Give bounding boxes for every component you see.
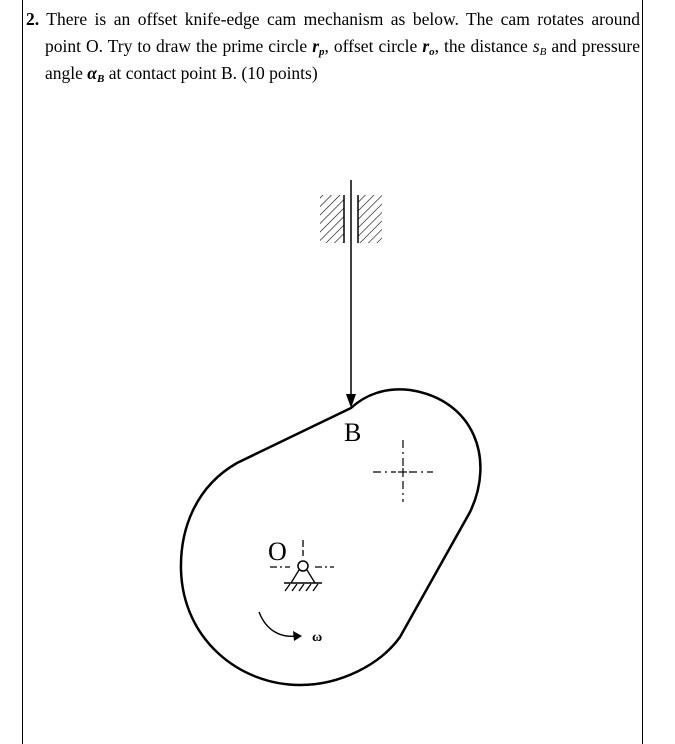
cam-profile [181, 389, 480, 685]
text-part-2: , offset circle [324, 36, 423, 56]
var-ro-symbol: r [422, 36, 430, 56]
var-rp-symbol: r [312, 36, 319, 56]
text-part-4: and pressure angle [45, 36, 641, 83]
question-number: 2. [26, 9, 40, 29]
var-sb-symbol: s [532, 36, 540, 56]
var-alpha-subscript: B [96, 73, 105, 85]
text-part-3: , the distance [434, 36, 533, 56]
var-sb-subscript: B [539, 46, 547, 58]
guide-bearing-right [358, 195, 382, 243]
label-omega: ω [312, 630, 323, 645]
rotation-arrow [259, 612, 302, 641]
guide-bearing-left [320, 195, 344, 243]
text-part-5: at contact point B. (10 points) [104, 63, 318, 83]
var-alpha-symbol: α [87, 63, 97, 83]
label-point-o: O [268, 537, 287, 566]
label-point-b: B [344, 418, 362, 447]
cam-arc-center-mark [373, 440, 433, 502]
text-part-1: There is an offset knife-edge cam mechanism as below. The cam rotates around point O. Try to draw the prime circle [39, 9, 640, 56]
var-rp-subscript: p [319, 46, 325, 58]
var-ro-subscript: o [429, 46, 435, 58]
